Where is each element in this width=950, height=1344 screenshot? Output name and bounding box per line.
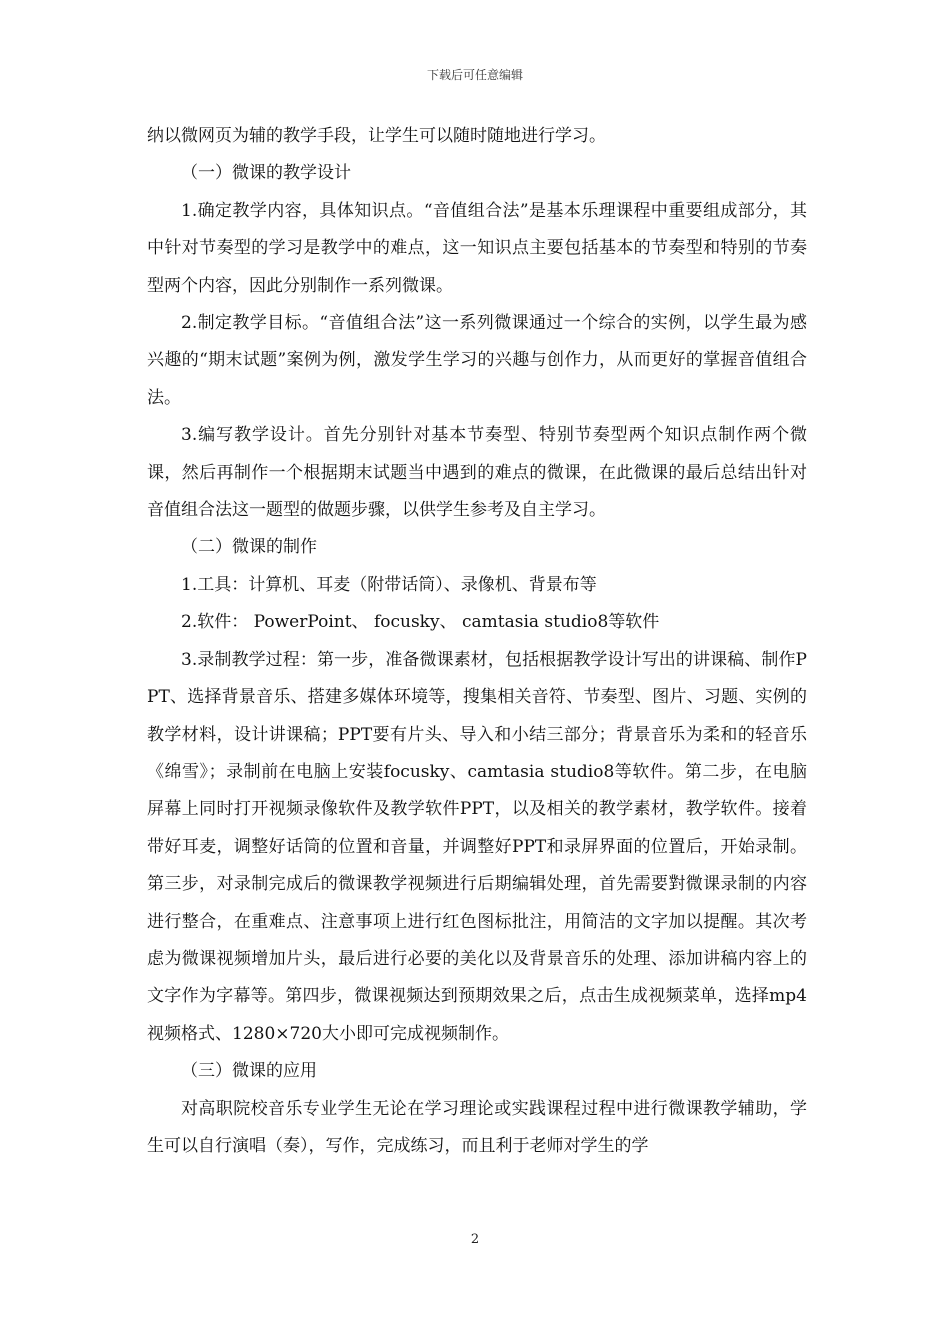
paragraph-application: 对高职院校音乐专业学生无论在学习理论或实践课程过程中进行微课教学辅助，学生可以自行演唱（奏），写作，完成练习，而且利于老师对学生的学 (147, 1098, 807, 1156)
paragraph-teaching-content: 1.确定教学内容，具体知识点。“音值组合法”是基本乐理课程中重要组成部分，其中针对节奏型的学习是教学中的难点，这一知识点主要包括基本的节奏型和特别的节奏型两个内容，因此分别制作一系列微课。 (147, 200, 807, 296)
paragraph-software: 2.软件： PowerPoint、 focusky、 camtasia studio8等软件 (181, 612, 660, 633)
paragraph-tools: 1.工具：计算机、耳麦（附带话筒）、录像机、背景布等 (181, 574, 597, 595)
section-heading-production: （二）微课的制作 (181, 537, 317, 558)
paragraph-teaching-design: 3.编写教学设计。首先分别针对基本节奏型、特别节奏型两个知识点制作两个微课，然后再制作一个根据期末试题当中遇到的难点的微课，在此微课的最后总结出针对音值组合法这一题型的做题步骤，以供学生参考及自主学习。 (147, 425, 807, 521)
section-heading-design: （一）微课的教学设计 (181, 163, 351, 184)
page-number: 2 (470, 1232, 480, 1247)
page-header: 下载后可任意编辑 (426, 68, 523, 82)
paragraph-teaching-goal: 2.制定教学目标。“音值组合法”这一系列微课通过一个综合的实例，以学生最为感兴趣的“期末试题”案例为例，激发学生学习的兴趣与创作力，从而更好的掌握音值组合法。 (147, 313, 807, 408)
paragraph-recording-process: 3.录制教学过程：第一步，准备微课素材，包括根据教学设计写出的讲课稿、制作PPT、选择背景音乐、搭建多媒体环境等，搜集相关音符、节奏型、图片、习题、实例的教学材料，设计讲课稿；PPT要有片头、导入和小结三部分；背景音乐为柔和的轻音乐《绵雪》；录制前在电脑上安装focusky、camtasia studio8等软件。第二步，在电脑屏幕上同时打开视频录像软件及教学软件PPT，以及相关的教学素材，教学软件。接着带好耳麦，调整好话筒的位置和音量，并调整好PPT和录屏界面的位置后，开始录制。第三步，对录制完成后的微课教学视频进行后期编辑处理，首先需要對微课录制的内容进行整合，在重难点、注意事项上进行红色图标批注，用简洁的文字加以提醒。其次考虑为微课视频增加片头，最后进行必要的美化以及背景音乐的处理、添加讲稿内容上的文字作为字幕等。第四步，微课视频达到预期效果之后，点击生成视频菜单，选择mp4视频格式、1280×720大小即可完成视频制作。 (147, 649, 807, 1044)
paragraph-continuation: 纳以微网页为辅的教学手段，让学生可以随时随地进行学习。 (147, 126, 606, 146)
document-body (147, 118, 807, 1165)
section-heading-application: （三）微课的应用 (181, 1061, 317, 1082)
